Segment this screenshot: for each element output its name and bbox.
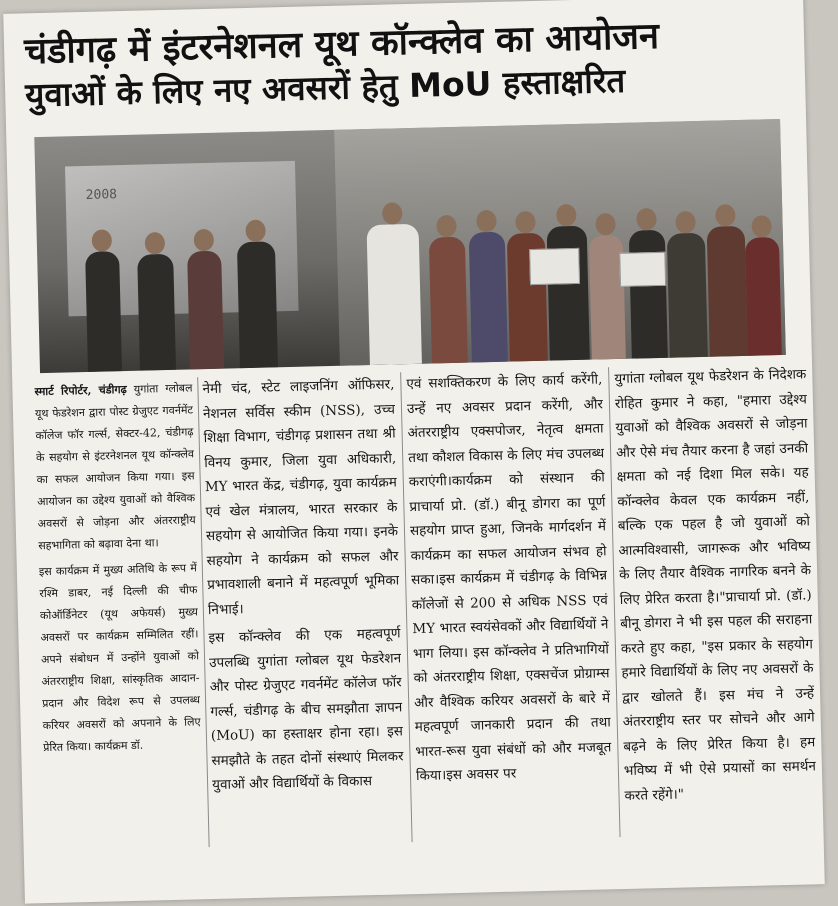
headline-line-1: चंडीगढ़ में इंटरनेशनल यूथ कॉन्क्लेव का आयोजन [23, 15, 660, 73]
event-photo [34, 119, 786, 373]
projector-screen-text: 2008 [85, 187, 118, 203]
person-figure [367, 224, 422, 365]
mou-document [619, 252, 666, 287]
person-figure [469, 232, 508, 363]
person-figure [745, 237, 782, 356]
person-figure [429, 237, 468, 364]
column-2 [202, 372, 406, 857]
paragraph: युगांता ग्लोबल यूथ फेडरेशन द्वारा पोस्ट ग्रेजुएट गवर्नमेंट कॉलेज फॉर गर्ल्स, सेक्टर-42, चंडीगढ़ के सहयोग से इंटरनेशनल यूथ कॉन्क्लेव का सफल आयोजन किया गया। इस आयोजन का उद्देश्य युवाओं को वैश्विक अवसरों से जोड़ना और अंतरराष्ट्रीय सहभागिता को बढ़ावा देना था। [34, 381, 196, 553]
person-figure [547, 226, 590, 361]
article-body [34, 362, 816, 881]
paragraph: एवं सशक्तिकरण के लिए कार्य करेंगी, उन्हें नए अवसर प्रदान करेंगी, और अंतरराष्ट्रीय एक्सपोजर, नेतृत्व क्षमता तथा कौशल विकास के लिए मंच उपलब्ध कराएंगी।कार्यक्रम को संस्थान की प्राचार्या प्रो. (डॉ.) बीनू डोगरा का पूर्ण सहयोग प्राप्त हुआ, जिनके मार्गदर्शन में कार्यक्रम का सफल आयोजन संभव हो सका।इस कार्यक्रम में चंडीगढ़ के विभिन्न कॉलेजों से 200 से अधिक NSS एवं MY भारत स्वयंसेवकों और विद्यार्थियों ने भाग लिया। इस कॉन्क्लेव ने प्रतिभागियों को अंतरराष्ट्रीय शिक्षा, एक्सचेंज प्रोग्राम्स और वैश्विक करियर अवसरों के बारे में महत्वपूर्ण जानकारी प्रदान की तथा भारत-रूस युवा संबंधों को और मजबूत किया।इस अवसर पर [406, 371, 612, 785]
column-3 [406, 367, 614, 852]
paragraph: युगांता ग्लोबल यूथ फेडरेशन के निदेशक रोहित कुमार ने कहा, "हमारा उद्देश्य युवाओं को वैश्विक अवसरों से जोड़ना और ऐसे मंच तैयार करना है जहां उनकी क्षमता को नई दिशा मिल सके। यह कॉन्क्लेव केवल एक कार्यक्रम नहीं, बल्कि एक पहल है जो युवाओं को आत्मविश्वासी, जागरूक और भविष्य के लिए तैयार वैश्विक नागरिक बनने के लिए प्रेरित करता है।"प्राचार्या प्रो. (डॉ.) बीनू डोगरा ने भी इस पहल की सराहना करते हुए कहा, "इस प्रकार के सहयोग हमारे विद्यार्थियों के लिए नए अवसरों के द्वार खोलते हैं। इस मंच ने उन्हें अंतरराष्ट्रीय स्तर पर सोचने और आगे बढ़ने के लिए प्रेरित किया है। हम भविष्य में भी ऐसे प्रयासों का समर्थन करते रहेंगे।" [614, 366, 817, 804]
person-figure [629, 230, 668, 359]
paragraph: इस कार्यक्रम में मुख्य अतिथि के रूप में रश्मि डाबर, नई दिल्ली की चीफ कोऑर्डिनेटर (यूथ अफेयर्स) मुख्य अवसरों पर कार्यक्रम सम्मिलित रहीं। अपने संबोधन में उन्होंने युवाओं को अंतरराष्ट्रीय शिक्षा, सांस्कृतिक आदान-प्रदान और विदेश रूप से उपलब्ध करियर अवसरों को अपनाने के लिए प्रेरित किया। कार्यक्रम डॉ. [38, 561, 201, 755]
person-figure [237, 241, 278, 368]
person-figure [85, 251, 122, 372]
mou-document [529, 248, 580, 285]
headline [24, 13, 786, 115]
person-figure [187, 251, 224, 370]
column-4 [614, 362, 818, 847]
person-figure [707, 226, 748, 357]
paragraph: इस कॉन्क्लेव की एक महत्वपूर्ण उपलब्धि युगांता ग्लोबल यूथ फेडरेशन और पोस्ट ग्रेजुएट गवर्नमेंट कॉलेज फॉर गर्ल्स, चंडीगढ़ के बीच समझौता ज्ञापन (MoU) का हस्ताक्षर होना रहा। इस समझौते के तहत दोनों संस्थाएं मिलकर युवाओं और विद्यार्थियों के विकास [208, 625, 404, 794]
newspaper-clipping [3, 0, 825, 904]
person-figure [137, 254, 176, 371]
headline-line-2: युवाओं के लिए नए अवसरों हेतु MoU हस्ताक्षरित [24, 61, 626, 115]
column-1 [34, 377, 204, 861]
paragraph: नेमी चंद, स्टेट लाइजनिंग ऑफिसर, नेशनल सर्विस स्कीम (NSS), उच्च शिक्षा विभाग, चंडीगढ़ प्रशासन तथा श्री विनय कुमार, जिला युवा अधिकारी, MY भारत केंद्र, चंडीगढ़, युवा कार्यक्रम एवं खेल मंत्रालय, भारत सरकार के सहयोग से आयोजित किया गया। इनके सहयोग ने कार्यक्रम को सफल और प्रभावशाली बनाने में महत्वपूर्ण भूमिका निभाई। [202, 376, 400, 618]
person-figure [667, 233, 708, 358]
dateline: स्मार्ट रिपोर्टर, चंडीगढ़ [34, 383, 127, 399]
